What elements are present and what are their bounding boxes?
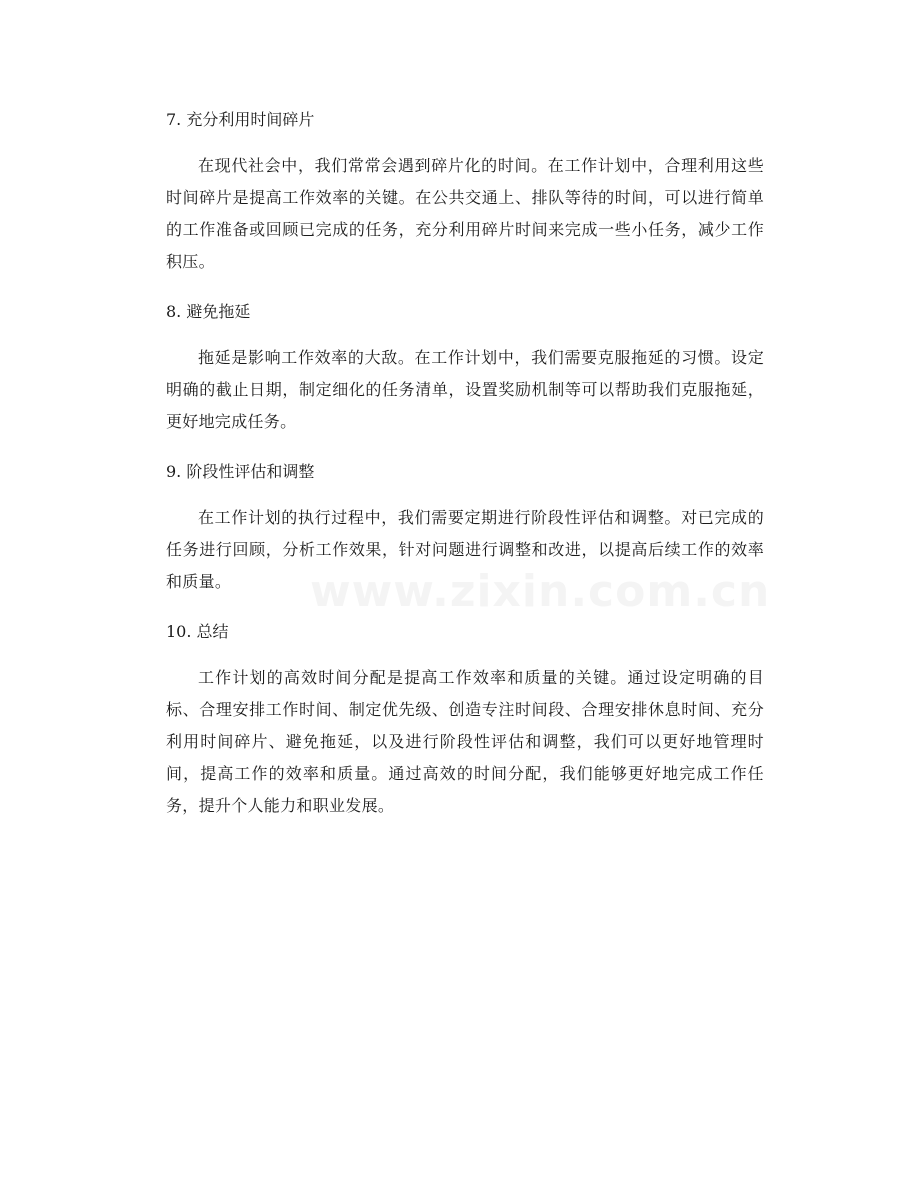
watermark-text: www.zixin.com.cn (310, 566, 771, 617)
section-body-10: 工作计划的高效时间分配是提高工作效率和质量的关键。通过设定明确的目标、合理安排工作时间、制定优先级、创造专注时间段、合理安排休息时间、充分利用时间碎片、避免拖延，以及进行阶段性评估和调整，我们可以更好地管理时间，提高工作的效率和质量。通过高效的时间分配，我们能够更好地完成工作任务，提升个人能力和职业发展。 (166, 668, 764, 815)
document-content (166, 103, 764, 839)
section-heading-7: 7. 充分利用时间碎片 (166, 110, 315, 129)
section-heading-9: 9. 阶段性评估和调整 (166, 462, 315, 481)
section-heading-10: 10. 总结 (166, 622, 229, 641)
section-body-9: 在工作计划的执行过程中，我们需要定期进行阶段性评估和调整。对已完成的任务进行回顾，分析工作效果，针对问题进行调整和改进，以提高后续工作的效率和质量。 (166, 508, 764, 591)
section-body-8: 拖延是影响工作效率的大敌。在工作计划中，我们需要克服拖延的习惯。设定明确的截止日期，制定细化的任务清单，设置奖励机制等可以帮助我们克服拖延，更好地完成任务。 (166, 348, 764, 431)
section-heading-8: 8. 避免拖延 (166, 302, 251, 321)
section-body-7: 在现代社会中，我们常常会遇到碎片化的时间。在工作计划中，合理利用这些时间碎片是提高工作效率的关键。在公共交通上、排队等待的时间，可以进行简单的工作准备或回顾已完成的任务，充分利用碎片时间来完成一些小任务，减少工作积压。 (166, 156, 764, 271)
